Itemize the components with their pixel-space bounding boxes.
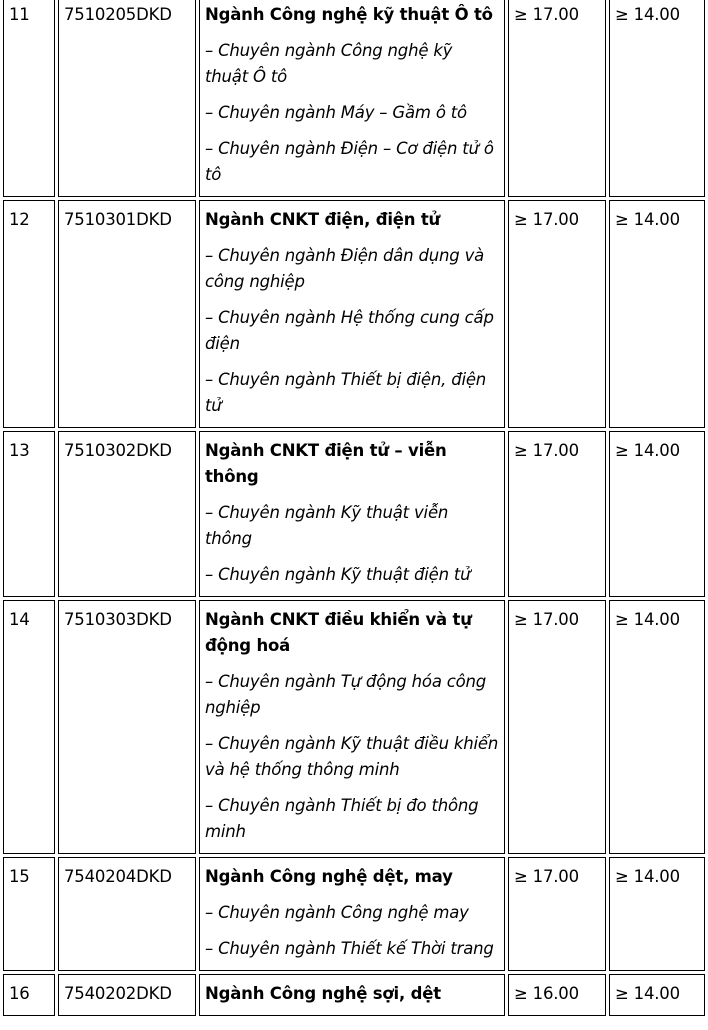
table-row <box>3 974 705 1016</box>
specialization-item: – Chuyên ngành Tự động hóa công nghiệp <box>205 672 487 717</box>
major-name-cell <box>199 0 505 197</box>
score-threshold-cell: ≥ 14.00 <box>609 431 705 597</box>
major-title: Ngành Công nghệ dệt, may <box>205 867 453 886</box>
score-threshold-cell: ≥ 14.00 <box>609 974 705 1016</box>
major-name-cell <box>199 200 505 428</box>
major-name-cell <box>199 600 505 854</box>
table-row <box>3 200 705 428</box>
specialization-item: – Chuyên ngành Công nghệ kỹ thuật Ô tô <box>205 41 453 86</box>
specialization-item: – Chuyên ngành Công nghệ may <box>205 903 469 922</box>
specialization-item: – Chuyên ngành Thiết bị đo thông minh <box>205 796 479 841</box>
specialization-item: – Chuyên ngành Máy – Gầm ô tô <box>205 103 467 122</box>
score-threshold-cell: ≥ 14.00 <box>609 857 705 971</box>
specialization-item: – Chuyên ngành Kỹ thuật viễn thông <box>205 503 449 548</box>
table-body <box>3 0 705 1016</box>
score-threshold-cell: ≥ 14.00 <box>609 600 705 854</box>
major-code-cell: 7510205DKD <box>58 0 196 197</box>
specialization-item: – Chuyên ngành Thiết bị điện, điện tử <box>205 370 487 415</box>
major-name-cell <box>199 974 505 1016</box>
major-title: Ngành Công nghệ kỹ thuật Ô tô <box>205 5 493 24</box>
table-row <box>3 0 705 197</box>
major-title: Ngành CNKT điện tử – viễn thông <box>205 441 447 486</box>
major-title: Ngành CNKT điều khiển và tự động hoá <box>205 610 472 655</box>
score-threshold-cell: ≥ 17.00 <box>508 857 606 971</box>
row-number-cell: 12 <box>3 200 55 428</box>
score-threshold-cell: ≥ 17.00 <box>508 431 606 597</box>
score-threshold-cell: ≥ 14.00 <box>609 200 705 428</box>
row-number-cell: 14 <box>3 600 55 854</box>
score-threshold-cell: ≥ 17.00 <box>508 200 606 428</box>
major-code-cell: 7540204DKD <box>58 857 196 971</box>
row-number-cell: 13 <box>3 431 55 597</box>
score-threshold-cell: ≥ 17.00 <box>508 0 606 197</box>
major-code-cell: 7510302DKD <box>58 431 196 597</box>
major-title: Ngành CNKT điện, điện tử <box>205 210 441 229</box>
major-code-cell: 7510301DKD <box>58 200 196 428</box>
major-name-cell <box>199 431 505 597</box>
score-threshold-cell: ≥ 17.00 <box>508 600 606 854</box>
row-number-cell: 15 <box>3 857 55 971</box>
major-title: Ngành Công nghệ sợi, dệt <box>205 984 441 1003</box>
table-row <box>3 600 705 854</box>
row-number-cell: 11 <box>3 0 55 197</box>
specialization-item: – Chuyên ngành Thiết kế Thời trang <box>205 939 494 958</box>
score-threshold-cell: ≥ 14.00 <box>609 0 705 197</box>
major-code-cell: 7540202DKD <box>58 974 196 1016</box>
row-number-cell: 16 <box>3 974 55 1016</box>
score-threshold-cell: ≥ 16.00 <box>508 974 606 1016</box>
specialization-item: – Chuyên ngành Kỹ thuật điều khiển và hệ thống thông minh <box>205 734 499 779</box>
specialization-item: – Chuyên ngành Điện – Cơ điện tử ô tô <box>205 139 494 184</box>
table-row <box>3 431 705 597</box>
major-code-cell: 7510303DKD <box>58 600 196 854</box>
specialization-item: – Chuyên ngành Hệ thống cung cấp điện <box>205 308 494 353</box>
major-name-cell <box>199 857 505 971</box>
specialization-item: – Chuyên ngành Điện dân dụng và công nghiệp <box>205 246 485 291</box>
specialization-item: – Chuyên ngành Kỹ thuật điện tử <box>205 565 471 584</box>
table-row <box>3 857 705 971</box>
